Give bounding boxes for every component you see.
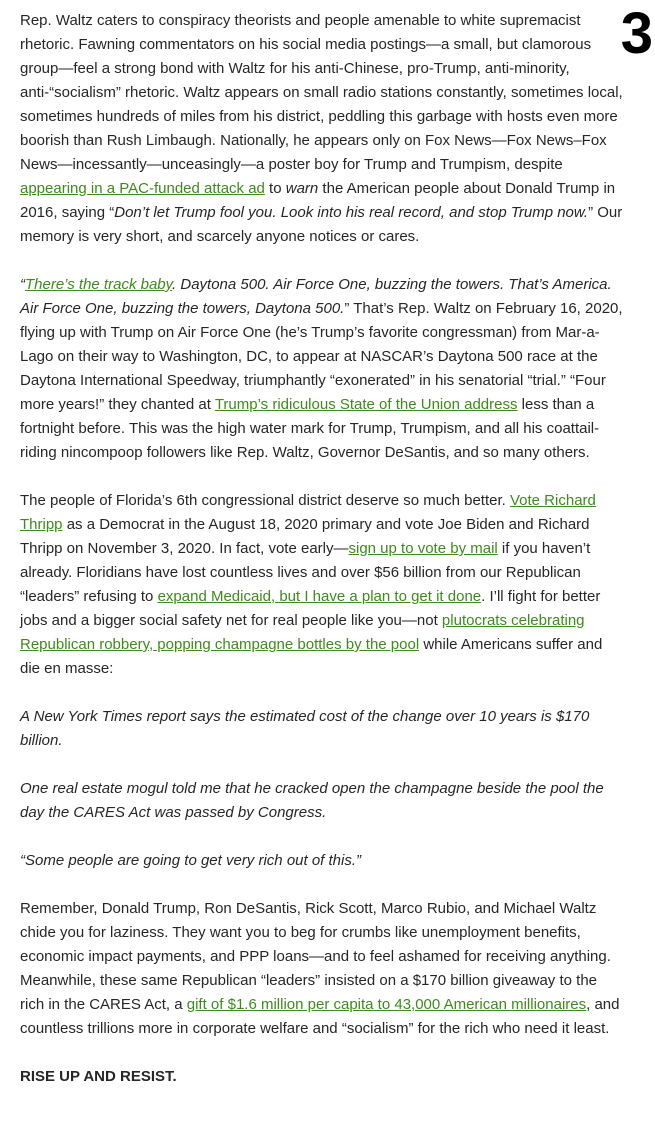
link-vote-richard-thripp[interactable]: Vote Richard Thripp	[20, 492, 596, 533]
text: ” Our memory is very short, and scarcely anyone notices or cares.	[20, 204, 623, 245]
quote-text: One real estate mogul told me that he cracked open the champagne beside the pool the day the CARES Act was passed by Congress.	[20, 780, 604, 821]
emphasis: warn	[285, 180, 319, 197]
page-number: 3	[620, 1, 653, 66]
text: , and countless trillions more in corporate welfare and “socialism” for the rich who need it least.	[20, 996, 620, 1037]
quote-text: A New York Times report says the estimated cost of the change over 10 years is $170 billion.	[20, 708, 590, 749]
text: the American people about Donald Trump in 2016, saying “	[20, 180, 616, 221]
link-pac-attack-ad[interactable]: appearing in a PAC-funded attack ad	[20, 180, 265, 197]
text: while Americans suffer and die en masse:	[20, 636, 603, 677]
link-expand-medicaid[interactable]: expand Medicaid, but I have a plan to get it done	[157, 588, 482, 605]
text: to	[264, 180, 286, 197]
emphasis-quote: Don’t let Trump fool you. Look into his real record, and stop Trump now.	[114, 204, 589, 221]
text: Rep. Waltz caters to conspiracy theorists and people amenable to white supremacist rhetoric. Fawning commentators on his social media postings—a small, but clamorous group—feel a strong bond with Waltz for his anti-Chinese, pro-Trump, anti-minority, anti-“socialism” rhetoric. Waltz appears on small radio stations constantly, sometimes local, sometimes hundreds of miles from his district, peddling this garbage with hosts even more boorish than Rush Limbaugh. Nationally, he appears only on Fox News—Fox News–Fox News—incessantly—unceasingly—a poster boy for Trump and Trumpism, despite	[20, 12, 623, 173]
link-state-of-union[interactable]: Trump’s ridiculous State of the Union address	[214, 396, 518, 413]
text: The people of Florida’s 6th congressional district deserve so much better.	[20, 492, 510, 509]
blockquote-rich	[20, 849, 625, 873]
paragraph-remember	[20, 897, 625, 1041]
text: ” That’s Rep. Waltz on February 16, 2020, flying up with Trump on Air Force One (he’s Trump’s favorite congressman) from Mar-a-Lago on their way to Washington, DC, to appear at NASCAR’s Daytona 500 race at the Daytona International Speedway, triumphantly “exonerated” in his senatorial “trial.” “Four more years!” they chanted at	[20, 300, 623, 413]
paragraph-daytona	[20, 273, 625, 465]
text: if you haven’t already. Floridians have lost countless lives and over $56 billion from our Republican “leaders” refusing to	[20, 540, 591, 605]
article-body	[20, 9, 625, 1113]
blockquote-mogul	[20, 777, 625, 825]
paragraph-florida-district	[20, 489, 625, 681]
emphasis-quote: . Daytona 500. Air Force One, buzzing the towers. That’s America. Air Force One, buzzing the towers, Daytona 500.	[20, 276, 612, 317]
link-millionaires-gift[interactable]: gift of $1.6 million per capita to 43,000 American millionaires	[186, 996, 587, 1013]
text: “	[20, 276, 25, 293]
link-plutocrats[interactable]: plutocrats celebrating Republican robbery, popping champagne bottles by the pool	[20, 612, 585, 653]
text: less than a fortnight before. This was the high water mark for Trump, Trumpism, and all his coattail-riding nincompoop followers like Rep. Waltz, Governor DeSantis, and so many others.	[20, 396, 600, 461]
text: . I’ll fight for better jobs and a bigger social safety net for real people like you—not	[20, 588, 601, 629]
link-vote-by-mail[interactable]: sign up to vote by mail	[348, 540, 498, 557]
quote-text: “Some people are going to get very rich out of this.”	[20, 852, 362, 869]
blockquote-nyt	[20, 705, 625, 753]
text: Remember, Donald Trump, Ron DeSantis, Rick Scott, Marco Rubio, and Michael Waltz chide you for laziness. They want you to beg for crumbs like unemployment benefits, economic impact payments, and PPP loans—and to feel ashamed for receiving anything. Meanwhile, these same Republican “leaders” insisted on a $170 billion giveaway to the rich in the CARES Act, a	[20, 900, 611, 1013]
paragraph-waltz-rhetoric	[20, 9, 625, 249]
closing-line: RISE UP AND RESIST.	[20, 1068, 177, 1085]
text: as a Democrat in the August 18, 2020 primary and vote Joe Biden and Richard Thripp on November 3, 2020. In fact, vote early—	[20, 516, 590, 557]
link-track-baby[interactable]: There’s the track baby	[25, 276, 173, 293]
